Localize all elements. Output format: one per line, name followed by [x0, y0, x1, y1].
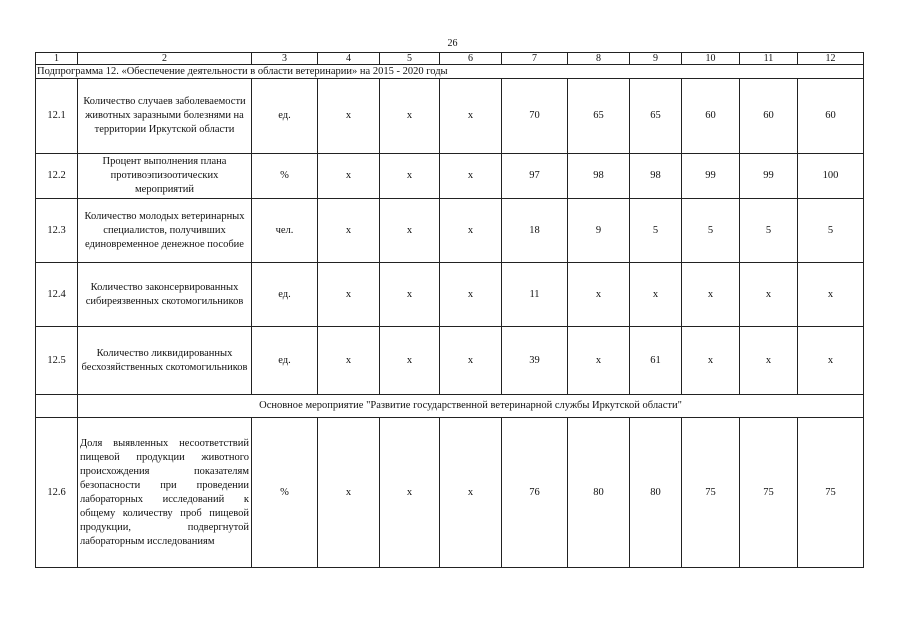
value-cell: x — [318, 199, 380, 263]
value-cell: 80 — [568, 418, 630, 568]
value-cell: 98 — [630, 154, 682, 199]
row-number: 12.6 — [36, 418, 78, 568]
value-cell: x — [380, 199, 440, 263]
table-row — [36, 154, 864, 199]
section-title-row — [36, 65, 864, 79]
unit-cell: ед. — [252, 263, 318, 327]
indicator-name: Количество случаев заболеваемости животных заразными болезнями на территории Иркутской области — [78, 79, 252, 154]
value-cell: x — [568, 327, 630, 395]
column-header: 11 — [740, 53, 798, 65]
value-cell: 60 — [740, 79, 798, 154]
value-cell: x — [380, 418, 440, 568]
value-cell: 5 — [740, 199, 798, 263]
indicator-name: Количество законсервированных сибиреязвенных скотомогильников — [78, 263, 252, 327]
unit-cell: чел. — [252, 199, 318, 263]
section-title: Подпрограмма 12. «Обеспечение деятельности в области ветеринарии» на 2015 - 2020 годы — [36, 65, 864, 79]
indicator-name: Количество молодых ветеринарных специалистов, получивших единовременное денежное пособие — [78, 199, 252, 263]
value-cell: 75 — [798, 418, 864, 568]
column-header: 6 — [440, 53, 502, 65]
indicators-table — [35, 52, 864, 568]
value-cell: x — [440, 154, 502, 199]
column-header: 9 — [630, 53, 682, 65]
table-row — [36, 263, 864, 327]
value-cell: x — [682, 327, 740, 395]
value-cell: 98 — [568, 154, 630, 199]
table-row — [36, 418, 864, 568]
row-number: 12.3 — [36, 199, 78, 263]
subsection-title: Основное мероприятие "Развитие государственной ветеринарной службы Иркутской области" — [78, 395, 864, 418]
column-header: 7 — [502, 53, 568, 65]
row-number: 12.5 — [36, 327, 78, 395]
value-cell: 97 — [502, 154, 568, 199]
value-cell: 60 — [682, 79, 740, 154]
value-cell: 99 — [740, 154, 798, 199]
value-cell: 99 — [682, 154, 740, 199]
value-cell: x — [380, 327, 440, 395]
column-header: 8 — [568, 53, 630, 65]
value-cell: x — [740, 327, 798, 395]
value-cell: x — [380, 263, 440, 327]
row-number: 12.2 — [36, 154, 78, 199]
value-cell: x — [318, 418, 380, 568]
value-cell: 61 — [630, 327, 682, 395]
value-cell: x — [740, 263, 798, 327]
table-row — [36, 327, 864, 395]
value-cell: 11 — [502, 263, 568, 327]
unit-cell: % — [252, 154, 318, 199]
value-cell: 65 — [630, 79, 682, 154]
value-cell: x — [440, 327, 502, 395]
value-cell: x — [380, 154, 440, 199]
value-cell: 18 — [502, 199, 568, 263]
unit-cell: ед. — [252, 327, 318, 395]
subsection-title-row — [36, 395, 864, 418]
indicator-name: Процент выполнения плана противоэпизоотических мероприятий — [78, 154, 252, 199]
value-cell: 80 — [630, 418, 682, 568]
value-cell: 5 — [682, 199, 740, 263]
indicator-name: Доля выявленных несоответствий пищевой продукции животного происхождения показателям безопасности при проведении лабораторных исследований к общему количеству проб пищевой продукции, подвергнутой лабораторным исследованиям — [78, 418, 252, 568]
value-cell: x — [630, 263, 682, 327]
value-cell: 75 — [682, 418, 740, 568]
value-cell: 5 — [630, 199, 682, 263]
value-cell: x — [798, 263, 864, 327]
indicator-name: Количество ликвидированных бесхозяйственных скотомогильников — [78, 327, 252, 395]
value-cell: x — [798, 327, 864, 395]
value-cell: x — [440, 418, 502, 568]
table-row — [36, 79, 864, 154]
value-cell: 9 — [568, 199, 630, 263]
value-cell: 39 — [502, 327, 568, 395]
table-row — [36, 199, 864, 263]
unit-cell: ед. — [252, 79, 318, 154]
column-header: 2 — [78, 53, 252, 65]
value-cell: x — [440, 79, 502, 154]
page-number: 26 — [447, 38, 458, 49]
value-cell: 60 — [798, 79, 864, 154]
value-cell: x — [318, 79, 380, 154]
value-cell: x — [682, 263, 740, 327]
value-cell: 5 — [798, 199, 864, 263]
column-header-row — [36, 53, 864, 65]
column-header: 10 — [682, 53, 740, 65]
value-cell: 70 — [502, 79, 568, 154]
value-cell: x — [440, 199, 502, 263]
unit-cell: % — [252, 418, 318, 568]
value-cell: x — [318, 263, 380, 327]
column-header: 5 — [380, 53, 440, 65]
value-cell: x — [568, 263, 630, 327]
value-cell: x — [318, 327, 380, 395]
value-cell: x — [380, 79, 440, 154]
row-number: 12.1 — [36, 79, 78, 154]
value-cell: 75 — [740, 418, 798, 568]
column-header: 3 — [252, 53, 318, 65]
empty-cell — [36, 395, 78, 418]
row-number: 12.4 — [36, 263, 78, 327]
column-header: 4 — [318, 53, 380, 65]
column-header: 12 — [798, 53, 864, 65]
column-header: 1 — [36, 53, 78, 65]
value-cell: x — [318, 154, 380, 199]
value-cell: 65 — [568, 79, 630, 154]
value-cell: 100 — [798, 154, 864, 199]
value-cell: 76 — [502, 418, 568, 568]
value-cell: x — [440, 263, 502, 327]
